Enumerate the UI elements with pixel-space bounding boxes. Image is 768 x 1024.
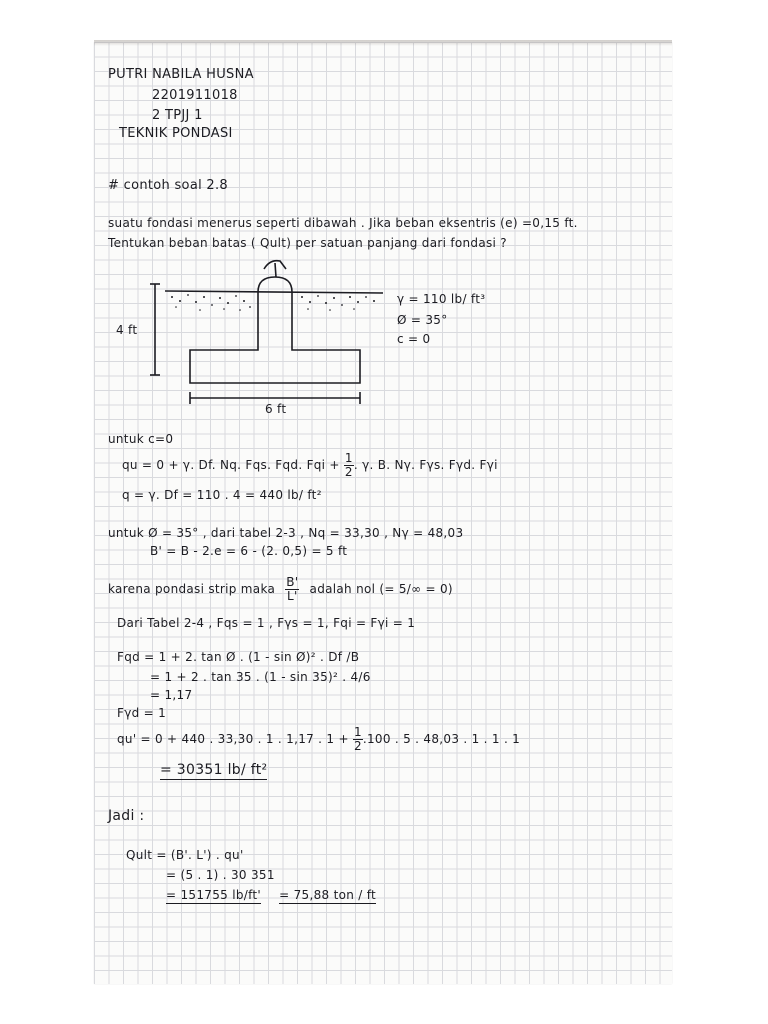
qu-prime-a: qu' = 0 + 440 . 33,30 . 1 . 1,17 . 1 + <box>117 732 353 746</box>
class-label: 2 TPJJ 1 <box>152 108 203 123</box>
friction-angle: Ø = 35° <box>397 313 448 327</box>
half-denominator: 2 <box>344 465 353 479</box>
qu-prime-equation <box>117 726 520 753</box>
b-over-l-numerator: B' <box>286 575 299 589</box>
unit-weight: γ = 110 lb/ ft³ <box>397 292 486 306</box>
untuk-c0: untuk c=0 <box>108 432 174 446</box>
foundation-diagram <box>140 255 530 425</box>
width-label: 6 ft <box>265 402 287 416</box>
dari-tabel: Dari Tabel 2-4 , Fqs = 1 , Fγs = 1, Fqi = Fγi = 1 <box>117 616 416 630</box>
fqd-line-1: Fqd = 1 + 2. tan Ø . (1 - sin Ø)² . Df /B <box>117 650 360 664</box>
soil-hatching <box>171 294 375 311</box>
qu-equation-a: qu = 0 + γ. Df. Nq. Fqs. Fqd. Fqi + <box>122 458 344 472</box>
qult-line-1: Qult = (B'. L') . qu' <box>126 848 244 862</box>
course-title: TEKNIK PONDASI <box>119 126 233 141</box>
student-id: 2201911018 <box>152 88 238 103</box>
untuk-phi: untuk Ø = 35° , dari tabel 2-3 , Nq = 33,30 , Nγ = 48,03 <box>108 526 464 540</box>
qu-prime-result <box>160 762 267 778</box>
problem-line-1: suatu fondasi menerus seperti dibawah . Jika beban eksentris (e) =0,15 ft. <box>108 216 578 230</box>
qu-prime-result-value: = 30351 lb/ ft² <box>160 762 268 778</box>
half-numerator-2: 1 <box>353 725 362 739</box>
karena-line <box>108 576 453 603</box>
depth-label: 4 ft <box>116 323 138 337</box>
b-over-l-fraction <box>285 576 299 603</box>
half-numerator: 1 <box>344 451 353 465</box>
half-fraction-2 <box>353 726 363 753</box>
example-title: # contoh soal 2.8 <box>108 178 228 193</box>
qult-result-lb: = 151755 lb/ft' <box>166 888 262 902</box>
karena-text-a: karena pondasi strip maka <box>108 582 276 596</box>
fyd-line: Fγd = 1 <box>117 706 167 720</box>
student-name: PUTRI NABILA HUSNA <box>108 67 254 82</box>
half-denominator-2: 2 <box>353 739 362 753</box>
qult-result-ton: = 75,88 ton / ft <box>279 888 377 902</box>
cohesion: c = 0 <box>397 332 431 346</box>
b-over-l-denominator: L' <box>287 589 298 603</box>
jadi-label: Jadi : <box>108 808 145 824</box>
qult-line-2: = (5 . 1) . 30 351 <box>166 868 275 882</box>
qu-prime-b: .100 . 5 . 48,03 . 1 . 1 . 1 <box>362 732 521 746</box>
qult-line-3 <box>166 888 376 902</box>
fqd-line-3: = 1,17 <box>150 688 193 702</box>
b-prime: B' = B - 2.e = 6 - (2. 0,5) = 5 ft <box>150 544 348 558</box>
qu-equation <box>122 452 498 479</box>
karena-text-b: adalah nol (= 5/∞ = 0) <box>309 582 453 596</box>
q-equation: q = γ. Df = 110 . 4 = 440 lb/ ft² <box>122 488 322 502</box>
fqd-line-2: = 1 + 2 . tan 35 . (1 - sin 35)² . 4/6 <box>150 670 371 684</box>
paper-edge-shadow <box>94 40 672 46</box>
qu-equation-b: . γ. B. Nγ. Fγs. Fγd. Fγi <box>353 458 498 472</box>
problem-line-2: Tentukan beban batas ( Qult) per satuan panjang dari fondasi ? <box>108 236 507 250</box>
half-fraction <box>344 452 354 479</box>
